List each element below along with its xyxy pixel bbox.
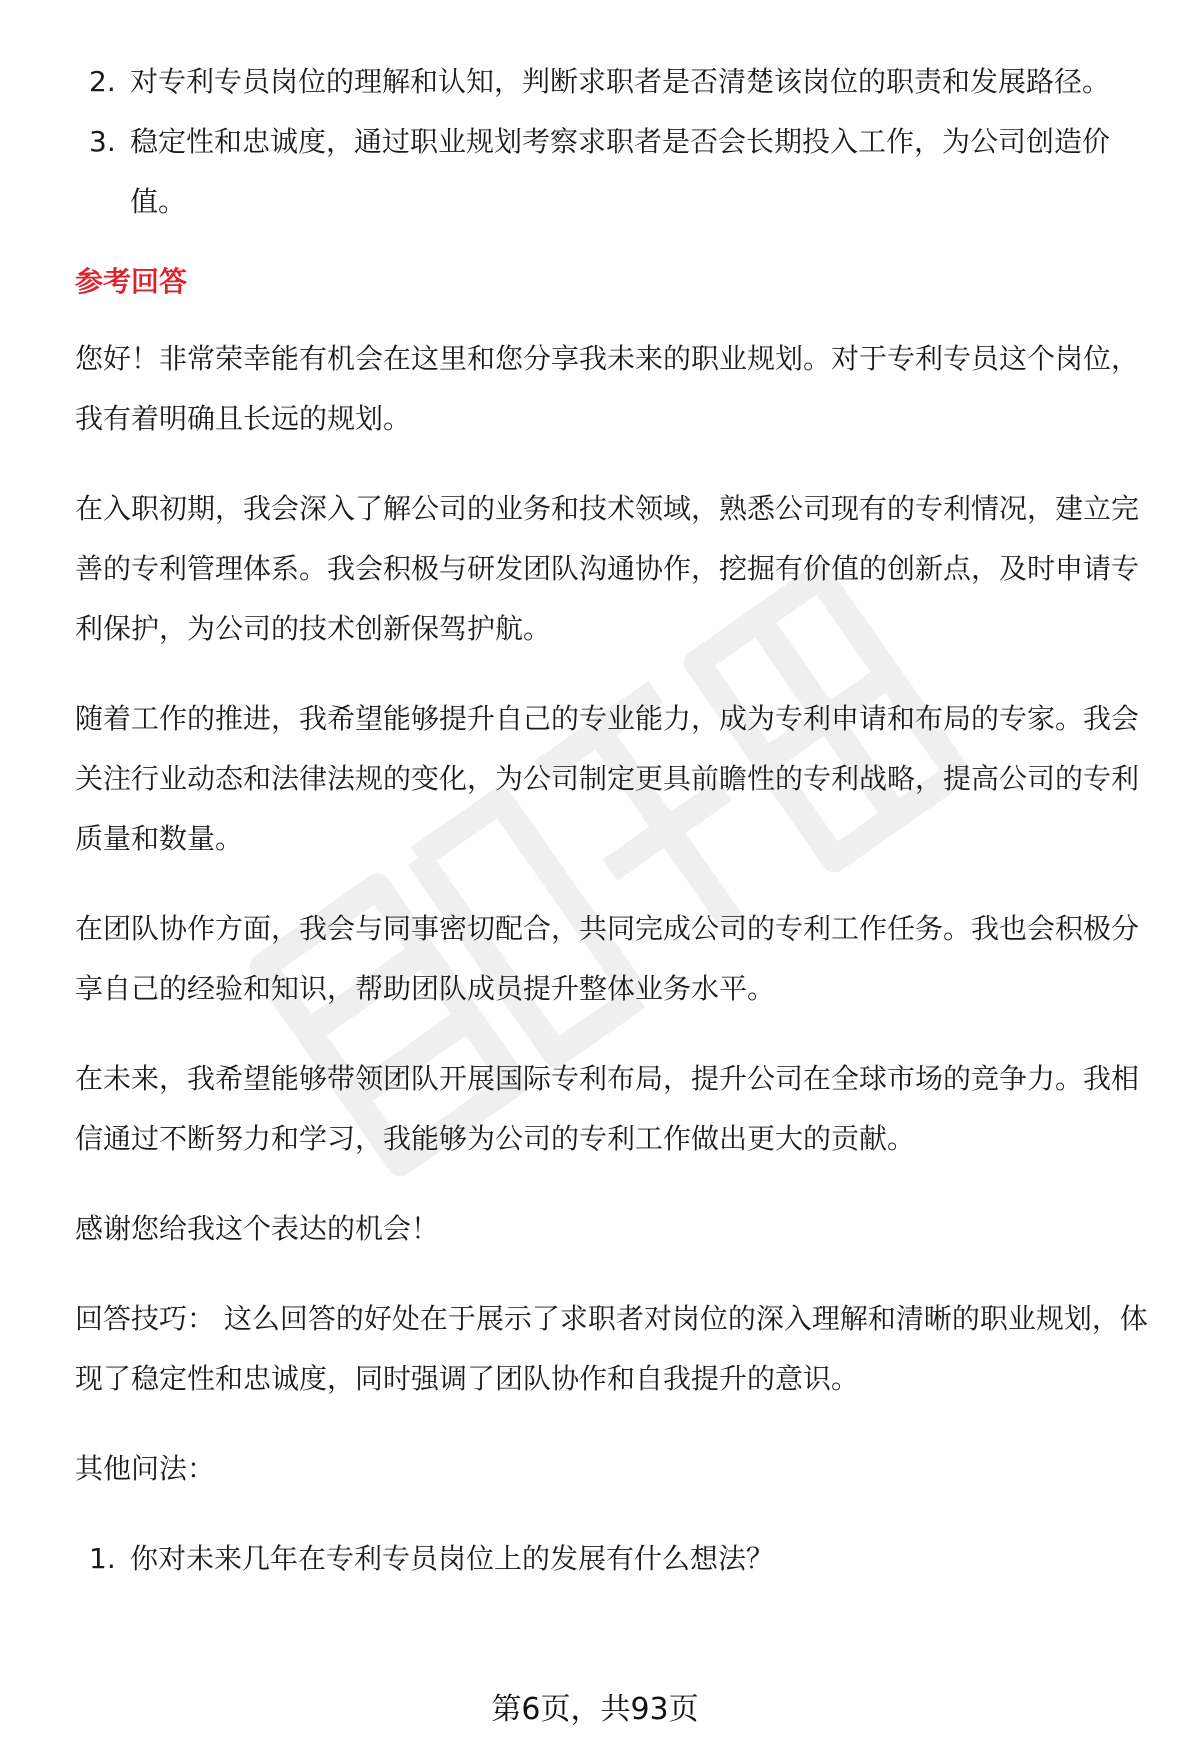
list-item-number: 1.: [89, 1542, 116, 1575]
list-item-number: 2.: [89, 65, 116, 98]
content-area: [75, 52, 1155, 1589]
other-phrasings-list: [75, 1529, 1155, 1589]
list-item-text: 稳定性和忠诚度，通过职业规划考察求职者是否会长期投入工作，为公司创造价值。: [130, 125, 1111, 218]
paragraph: 在团队协作方面，我会与同事密切配合，共同完成公司的专利工作任务。我也会积极分享自己的经验和知识，帮助团队成员提升整体业务水平。: [75, 912, 1140, 1005]
list-item-number: 3.: [89, 125, 116, 158]
list-item: [75, 52, 1155, 112]
criteria-list: [75, 52, 1155, 232]
paragraph: 在未来，我希望能够带领团队开展国际专利布局，提升公司在全球市场的竞争力。我相信通过不断努力和学习，我能够为公司的专利工作做出更大的贡献。: [75, 1062, 1140, 1155]
paragraph: 感谢您给我这个表达的机会！: [75, 1212, 440, 1245]
paragraph: 在入职初期，我会深入了解公司的业务和技术领域，熟悉公司现有的专利情况，建立完善的专利管理体系。我会积极与研发团队沟通协作，挖掘有价值的创新点，及时申请专利保护，为公司的技术创新保驾护航。: [75, 492, 1140, 645]
list-item: [75, 112, 1155, 232]
section-heading: 参考回答: [75, 265, 188, 298]
list-item-text: 你对未来几年在专利专员岗位上的发展有什么想法？: [130, 1542, 775, 1575]
answer-tips: 回答技巧： 这么回答的好处在于展示了求职者对岗位的深入理解和清晰的职业规划，体现了稳定性和忠诚度，同时强调了团队协作和自我提升的意识。: [75, 1302, 1148, 1395]
list-item: [75, 1529, 1155, 1589]
paragraph: 您好！非常荣幸能有机会在这里和您分享我未来的职业规划。对于专利专员这个岗位，我有着明确且长远的规划。: [75, 342, 1140, 435]
list-item-text: 对专利专员岗位的理解和认知，判断求职者是否清楚该岗位的职责和发展路径。: [130, 65, 1111, 98]
paragraph: 随着工作的推进，我希望能够提升自己的专业能力，成为专利申请和布局的专家。我会关注行业动态和法律法规的变化，为公司制定更具前瞻性的专利战略，提高公司的专利质量和数量。: [75, 702, 1140, 855]
page-footer: 第6页，共93页: [491, 1692, 699, 1727]
other-phrasings-label: 其他问法：: [75, 1452, 216, 1485]
